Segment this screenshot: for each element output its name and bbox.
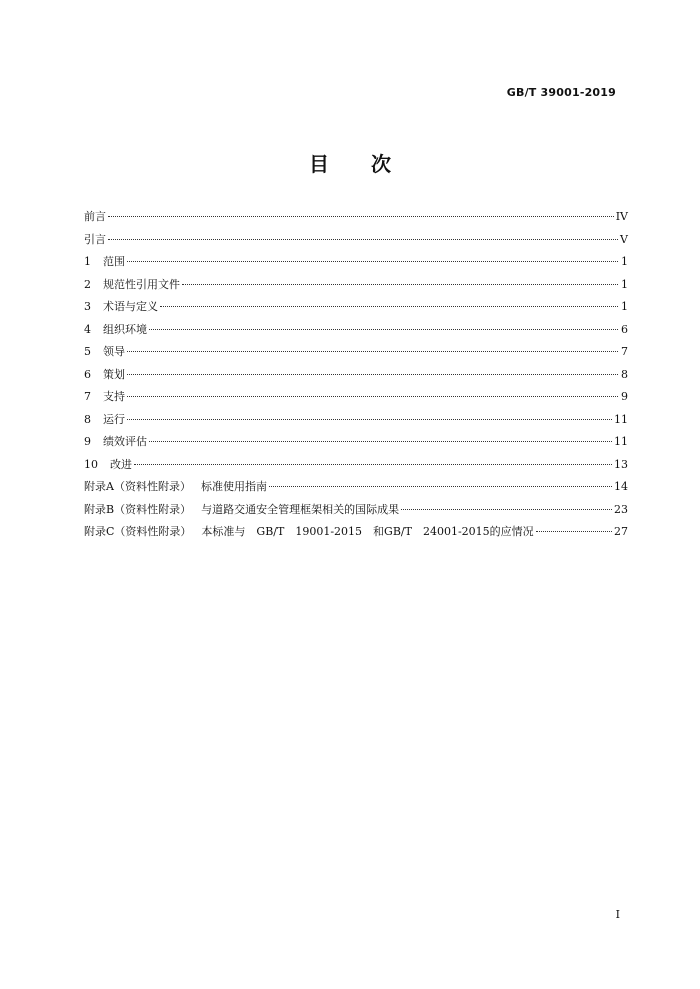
title-char-2: 次 bbox=[371, 152, 391, 176]
toc-entry-number: 1 bbox=[84, 255, 91, 268]
toc-entry-page: 13 bbox=[614, 457, 628, 471]
toc-entry-page: V bbox=[620, 232, 628, 246]
toc-entry-operation[interactable] bbox=[84, 409, 628, 432]
toc-entry-performance-evaluation[interactable] bbox=[84, 431, 628, 454]
table-of-contents bbox=[84, 206, 628, 544]
toc-entry-page: 7 bbox=[621, 345, 628, 358]
toc-entry-page: 9 bbox=[621, 390, 628, 403]
toc-entry-page: IV bbox=[615, 210, 628, 223]
toc-entry-page: 1 bbox=[621, 255, 628, 268]
dot-leader bbox=[149, 441, 612, 442]
toc-entry-page: 1 bbox=[621, 277, 628, 291]
toc-entry-label: 支持 bbox=[103, 390, 125, 403]
toc-entry-label: 引言 bbox=[84, 232, 106, 246]
toc-entry-number: 4 bbox=[84, 322, 91, 336]
toc-entry-page: 27 bbox=[614, 525, 628, 538]
standard-number: GB/T 39001-2019 bbox=[506, 86, 616, 99]
dot-leader bbox=[108, 239, 618, 240]
dot-leader bbox=[149, 329, 618, 330]
dot-leader bbox=[127, 419, 612, 420]
toc-entry-page: 23 bbox=[614, 502, 628, 516]
toc-entry-number: 9 bbox=[84, 435, 91, 448]
toc-entry-foreword[interactable] bbox=[84, 206, 628, 229]
toc-entry-leadership[interactable] bbox=[84, 341, 628, 364]
title-char-1: 目 bbox=[309, 152, 329, 176]
toc-entry-number: 3 bbox=[84, 300, 91, 313]
dot-leader bbox=[160, 306, 618, 307]
toc-entry-annex-a[interactable] bbox=[84, 476, 628, 499]
page-title bbox=[0, 148, 700, 177]
toc-entry-scope[interactable] bbox=[84, 251, 628, 274]
dot-leader bbox=[536, 531, 612, 532]
toc-entry-label: 领导 bbox=[103, 345, 125, 358]
toc-entry-number: 8 bbox=[84, 412, 91, 426]
toc-entry-label: 绩效评估 bbox=[103, 435, 147, 448]
toc-entry-annex-b[interactable] bbox=[84, 499, 628, 522]
toc-entry-label: 前言 bbox=[84, 210, 106, 223]
toc-entry-introduction[interactable] bbox=[84, 229, 628, 252]
toc-entry-number: 6 bbox=[84, 367, 91, 381]
toc-entry-terms-definitions[interactable] bbox=[84, 296, 628, 319]
toc-entry-label: 改进 bbox=[110, 457, 132, 471]
toc-entry-label: 与道路交通安全管理框架相关的国际成果 bbox=[201, 502, 400, 516]
toc-entry-label: 标准使用指南 bbox=[200, 480, 267, 493]
toc-entry-label: 运行 bbox=[103, 412, 125, 426]
dot-leader bbox=[127, 396, 618, 397]
toc-entry-label: 范围 bbox=[103, 255, 125, 268]
toc-entry-label: 策划 bbox=[103, 367, 125, 381]
dot-leader bbox=[127, 374, 618, 375]
toc-entry-planning[interactable] bbox=[84, 364, 628, 387]
toc-entry-normative-references[interactable] bbox=[84, 274, 628, 297]
toc-entry-support[interactable] bbox=[84, 386, 628, 409]
toc-entry-page: 1 bbox=[621, 300, 628, 313]
dot-leader bbox=[269, 486, 612, 487]
toc-entry-number: 10 bbox=[84, 457, 98, 471]
toc-entry-number: 2 bbox=[84, 277, 91, 291]
toc-entry-page: 6 bbox=[621, 322, 628, 336]
toc-entry-number: 附录B（资料性附录） bbox=[84, 502, 192, 516]
toc-entry-page: 11 bbox=[614, 435, 628, 448]
toc-entry-improvement[interactable] bbox=[84, 454, 628, 477]
dot-leader bbox=[127, 261, 618, 262]
dot-leader bbox=[134, 464, 612, 465]
toc-entry-label: 规范性引用文件 bbox=[103, 277, 180, 291]
dot-leader bbox=[182, 284, 618, 285]
toc-entry-context[interactable] bbox=[84, 319, 628, 342]
toc-entry-label: 术语与定义 bbox=[103, 300, 158, 313]
toc-entry-label: 本标准与 GB/T 19001-2015 和GB/T 24001-2015的应情况 bbox=[201, 525, 534, 538]
toc-entry-page: 8 bbox=[621, 367, 628, 381]
toc-entry-page: 11 bbox=[614, 412, 628, 426]
toc-entry-number: 7 bbox=[84, 390, 91, 403]
toc-entry-number: 5 bbox=[84, 345, 91, 358]
toc-entry-annex-c[interactable] bbox=[84, 521, 628, 544]
footer-page-number: I bbox=[615, 908, 620, 921]
toc-entry-label: 组织环境 bbox=[103, 322, 147, 336]
toc-entry-number: 附录A（资料性附录） bbox=[84, 480, 191, 493]
dot-leader bbox=[108, 216, 614, 217]
toc-entry-number: 附录C（资料性附录） bbox=[84, 525, 192, 538]
toc-entry-page: 14 bbox=[614, 480, 628, 493]
dot-leader bbox=[401, 509, 612, 510]
dot-leader bbox=[127, 351, 618, 352]
